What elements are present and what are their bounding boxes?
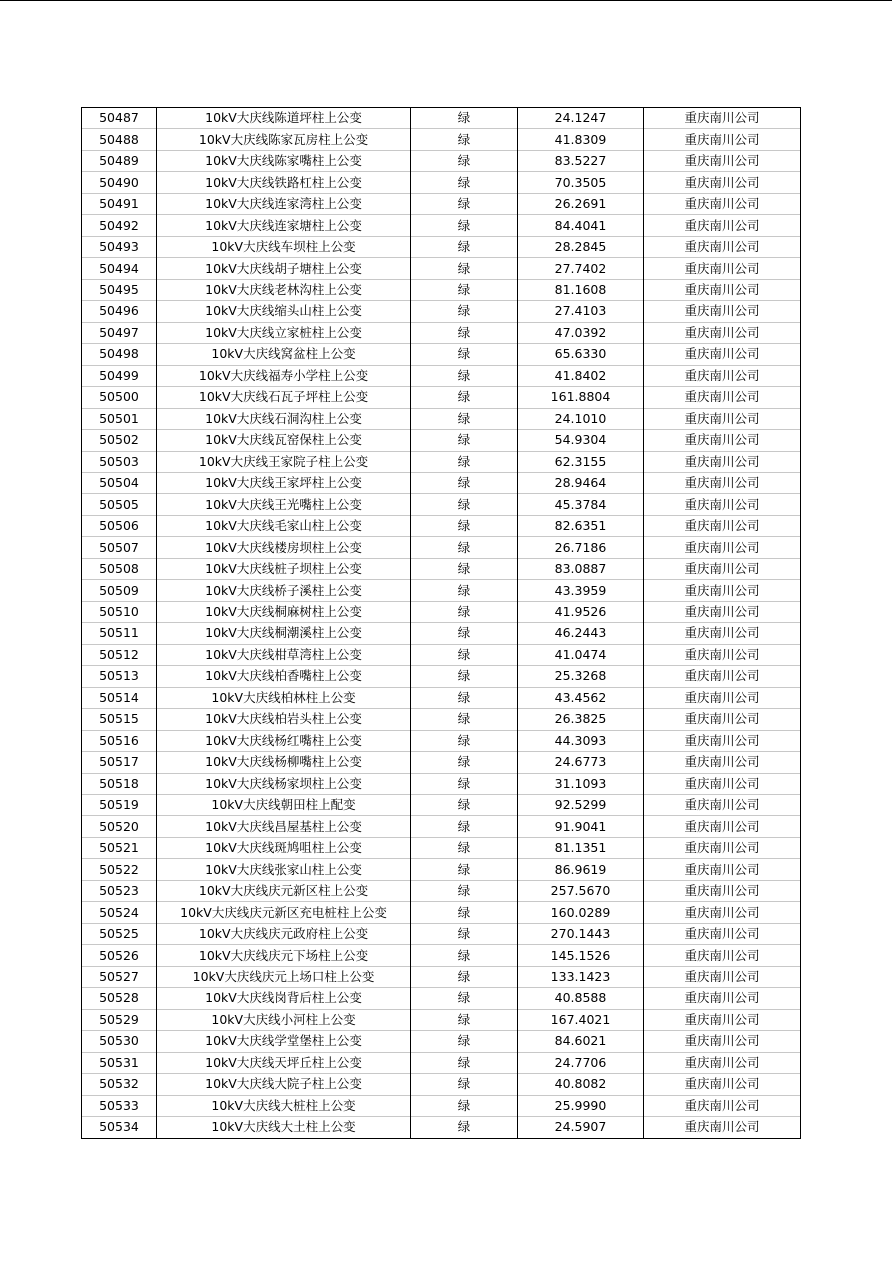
cell-value: 24.7706 [518,1052,644,1073]
cell-color: 绿 [411,880,518,901]
cell-id: 50499 [82,365,157,386]
cell-name: 10kV大庆线车坝柱上公变 [157,236,411,257]
cell-color: 绿 [411,923,518,944]
cell-id: 50515 [82,709,157,730]
cell-name: 10kV大庆线大土柱上公变 [157,1117,411,1138]
table-row [82,730,801,751]
cell-org: 重庆南川公司 [644,644,801,665]
cell-org: 重庆南川公司 [644,258,801,279]
cell-id: 50533 [82,1095,157,1116]
cell-value: 40.8588 [518,988,644,1009]
cell-value: 167.4021 [518,1009,644,1030]
cell-value: 82.6351 [518,515,644,536]
table-row [82,923,801,944]
cell-name: 10kV大庆线大院子柱上公变 [157,1074,411,1095]
cell-org: 重庆南川公司 [644,1095,801,1116]
cell-color: 绿 [411,988,518,1009]
cell-id: 50511 [82,623,157,644]
cell-color: 绿 [411,859,518,880]
cell-org: 重庆南川公司 [644,451,801,472]
cell-id: 50501 [82,408,157,429]
table-row [82,623,801,644]
cell-name: 10kV大庆线柏香嘴柱上公变 [157,666,411,687]
table-row [82,580,801,601]
table-row [82,515,801,536]
page-top-border [0,0,892,1]
cell-color: 绿 [411,215,518,236]
cell-color: 绿 [411,666,518,687]
table-row [82,966,801,987]
table-row [82,150,801,171]
cell-color: 绿 [411,258,518,279]
cell-id: 50526 [82,945,157,966]
cell-id: 50494 [82,258,157,279]
table-row [82,365,801,386]
table-row [82,1074,801,1095]
cell-value: 41.0474 [518,644,644,665]
cell-org: 重庆南川公司 [644,193,801,214]
table-row [82,344,801,365]
cell-name: 10kV大庆线瓦窑保柱上公变 [157,430,411,451]
cell-id: 50496 [82,301,157,322]
cell-name: 10kV大庆线缩头山柱上公变 [157,301,411,322]
cell-value: 46.2443 [518,623,644,644]
table-row [82,1031,801,1052]
cell-name: 10kV大庆线毛家山柱上公变 [157,515,411,536]
table-row [82,301,801,322]
cell-name: 10kV大庆线陈道坪柱上公变 [157,108,411,129]
cell-color: 绿 [411,709,518,730]
cell-name: 10kV大庆线老林沟柱上公变 [157,279,411,300]
cell-name: 10kV大庆线小河柱上公变 [157,1009,411,1030]
cell-color: 绿 [411,773,518,794]
cell-id: 50512 [82,644,157,665]
table-row [82,537,801,558]
cell-id: 50530 [82,1031,157,1052]
cell-id: 50521 [82,837,157,858]
cell-value: 28.9464 [518,472,644,493]
cell-color: 绿 [411,515,518,536]
cell-org: 重庆南川公司 [644,108,801,129]
cell-id: 50489 [82,150,157,171]
cell-color: 绿 [411,816,518,837]
cell-value: 83.5227 [518,150,644,171]
cell-name: 10kV大庆线庆元下场柱上公变 [157,945,411,966]
cell-value: 24.5907 [518,1117,644,1138]
cell-name: 10kV大庆线石洞沟柱上公变 [157,408,411,429]
cell-value: 86.9619 [518,859,644,880]
cell-org: 重庆南川公司 [644,1074,801,1095]
table-row [82,1052,801,1073]
cell-id: 50524 [82,902,157,923]
cell-id: 50532 [82,1074,157,1095]
cell-color: 绿 [411,172,518,193]
cell-org: 重庆南川公司 [644,215,801,236]
cell-id: 50500 [82,387,157,408]
cell-color: 绿 [411,580,518,601]
cell-org: 重庆南川公司 [644,472,801,493]
cell-id: 50509 [82,580,157,601]
cell-name: 10kV大庆线桥子溪柱上公变 [157,580,411,601]
cell-value: 54.9304 [518,430,644,451]
cell-id: 50510 [82,601,157,622]
cell-id: 50488 [82,129,157,150]
cell-color: 绿 [411,472,518,493]
cell-color: 绿 [411,129,518,150]
cell-id: 50490 [82,172,157,193]
cell-name: 10kV大庆线陈家嘴柱上公变 [157,150,411,171]
cell-id: 50518 [82,773,157,794]
cell-value: 26.7186 [518,537,644,558]
cell-color: 绿 [411,558,518,579]
table-row [82,687,801,708]
cell-name: 10kV大庆线杨柳嘴柱上公变 [157,752,411,773]
cell-value: 27.7402 [518,258,644,279]
cell-color: 绿 [411,279,518,300]
cell-name: 10kV大庆线庆元政府柱上公变 [157,923,411,944]
cell-id: 50508 [82,558,157,579]
cell-color: 绿 [411,430,518,451]
cell-id: 50487 [82,108,157,129]
table-row [82,666,801,687]
cell-value: 45.3784 [518,494,644,515]
cell-name: 10kV大庆线王光嘴柱上公变 [157,494,411,515]
cell-org: 重庆南川公司 [644,129,801,150]
cell-name: 10kV大庆线学堂堡柱上公变 [157,1031,411,1052]
cell-org: 重庆南川公司 [644,387,801,408]
cell-value: 41.8402 [518,365,644,386]
cell-org: 重庆南川公司 [644,408,801,429]
cell-id: 50517 [82,752,157,773]
table-row [82,601,801,622]
table-row [82,472,801,493]
cell-color: 绿 [411,108,518,129]
cell-color: 绿 [411,795,518,816]
cell-org: 重庆南川公司 [644,515,801,536]
cell-org: 重庆南川公司 [644,752,801,773]
cell-org: 重庆南川公司 [644,988,801,1009]
data-table [81,107,801,1139]
cell-value: 44.3093 [518,730,644,751]
cell-value: 41.8309 [518,129,644,150]
cell-color: 绿 [411,451,518,472]
cell-org: 重庆南川公司 [644,945,801,966]
cell-id: 50505 [82,494,157,515]
cell-org: 重庆南川公司 [644,236,801,257]
cell-org: 重庆南川公司 [644,601,801,622]
table-row [82,387,801,408]
cell-color: 绿 [411,966,518,987]
table-body [82,108,801,1139]
table-row [82,752,801,773]
cell-org: 重庆南川公司 [644,623,801,644]
cell-id: 50507 [82,537,157,558]
cell-org: 重庆南川公司 [644,558,801,579]
cell-value: 65.6330 [518,344,644,365]
cell-color: 绿 [411,601,518,622]
cell-name: 10kV大庆线王家坪柱上公变 [157,472,411,493]
cell-id: 50491 [82,193,157,214]
cell-org: 重庆南川公司 [644,837,801,858]
table-row [82,193,801,214]
cell-color: 绿 [411,193,518,214]
cell-value: 31.1093 [518,773,644,794]
cell-value: 24.1010 [518,408,644,429]
cell-id: 50506 [82,515,157,536]
table-row [82,129,801,150]
cell-name: 10kV大庆线连家湾柱上公变 [157,193,411,214]
cell-value: 161.8804 [518,387,644,408]
cell-color: 绿 [411,687,518,708]
cell-name: 10kV大庆线楼房坝柱上公变 [157,537,411,558]
cell-color: 绿 [411,494,518,515]
cell-color: 绿 [411,1031,518,1052]
cell-org: 重庆南川公司 [644,859,801,880]
cell-name: 10kV大庆线柏岩头柱上公变 [157,709,411,730]
table-row [82,322,801,343]
cell-org: 重庆南川公司 [644,816,801,837]
cell-org: 重庆南川公司 [644,301,801,322]
cell-name: 10kV大庆线杨红嘴柱上公变 [157,730,411,751]
table-row [82,945,801,966]
cell-name: 10kV大庆线窝盆柱上公变 [157,344,411,365]
cell-name: 10kV大庆线柑草湾柱上公变 [157,644,411,665]
cell-id: 50525 [82,923,157,944]
cell-value: 28.2845 [518,236,644,257]
cell-name: 10kV大庆线岗背后柱上公变 [157,988,411,1009]
cell-id: 50523 [82,880,157,901]
cell-id: 50513 [82,666,157,687]
cell-value: 81.1351 [518,837,644,858]
cell-id: 50519 [82,795,157,816]
table-row [82,1009,801,1030]
cell-id: 50516 [82,730,157,751]
cell-name: 10kV大庆线张家山柱上公变 [157,859,411,880]
cell-color: 绿 [411,301,518,322]
cell-value: 26.2691 [518,193,644,214]
cell-value: 84.6021 [518,1031,644,1052]
table-row [82,816,801,837]
cell-id: 50514 [82,687,157,708]
cell-color: 绿 [411,387,518,408]
cell-color: 绿 [411,236,518,257]
table-row [82,902,801,923]
cell-value: 27.4103 [518,301,644,322]
table-row [82,430,801,451]
cell-name: 10kV大庆线桩子坝柱上公变 [157,558,411,579]
cell-color: 绿 [411,344,518,365]
cell-value: 24.1247 [518,108,644,129]
table-row [82,709,801,730]
cell-org: 重庆南川公司 [644,430,801,451]
cell-org: 重庆南川公司 [644,344,801,365]
table-row [82,408,801,429]
cell-id: 50534 [82,1117,157,1138]
table-row [82,1117,801,1138]
cell-value: 84.4041 [518,215,644,236]
cell-value: 270.1443 [518,923,644,944]
cell-org: 重庆南川公司 [644,966,801,987]
table-row [82,1095,801,1116]
cell-name: 10kV大庆线石瓦子坪柱上公变 [157,387,411,408]
table-row [82,258,801,279]
cell-id: 50529 [82,1009,157,1030]
cell-color: 绿 [411,623,518,644]
cell-name: 10kV大庆线庆元上场口柱上公变 [157,966,411,987]
cell-name: 10kV大庆线立家桩柱上公变 [157,322,411,343]
cell-name: 10kV大庆线杨家坝柱上公变 [157,773,411,794]
cell-name: 10kV大庆线朝田柱上配变 [157,795,411,816]
table-row [82,494,801,515]
cell-id: 50504 [82,472,157,493]
cell-name: 10kV大庆线昌屋基柱上公变 [157,816,411,837]
cell-value: 145.1526 [518,945,644,966]
cell-value: 91.9041 [518,816,644,837]
cell-id: 50492 [82,215,157,236]
table-row [82,236,801,257]
cell-id: 50498 [82,344,157,365]
cell-value: 25.3268 [518,666,644,687]
cell-id: 50527 [82,966,157,987]
cell-org: 重庆南川公司 [644,537,801,558]
cell-id: 50502 [82,430,157,451]
cell-color: 绿 [411,408,518,429]
cell-name: 10kV大庆线王家院子柱上公变 [157,451,411,472]
cell-org: 重庆南川公司 [644,923,801,944]
cell-value: 257.5670 [518,880,644,901]
cell-value: 40.8082 [518,1074,644,1095]
cell-name: 10kV大庆线连家塘柱上公变 [157,215,411,236]
cell-org: 重庆南川公司 [644,666,801,687]
cell-color: 绿 [411,1052,518,1073]
cell-org: 重庆南川公司 [644,150,801,171]
cell-org: 重庆南川公司 [644,730,801,751]
cell-id: 50497 [82,322,157,343]
cell-value: 133.1423 [518,966,644,987]
cell-value: 24.6773 [518,752,644,773]
table-row [82,215,801,236]
table-row [82,837,801,858]
table-row [82,880,801,901]
cell-name: 10kV大庆线天坪丘柱上公变 [157,1052,411,1073]
cell-org: 重庆南川公司 [644,880,801,901]
cell-color: 绿 [411,837,518,858]
cell-name: 10kV大庆线铁路杠柱上公变 [157,172,411,193]
cell-value: 70.3505 [518,172,644,193]
cell-color: 绿 [411,1117,518,1138]
cell-org: 重庆南川公司 [644,322,801,343]
table-row [82,644,801,665]
table-row [82,795,801,816]
cell-value: 92.5299 [518,795,644,816]
cell-id: 50493 [82,236,157,257]
cell-org: 重庆南川公司 [644,1117,801,1138]
cell-color: 绿 [411,902,518,923]
cell-org: 重庆南川公司 [644,1009,801,1030]
table-row [82,859,801,880]
cell-org: 重庆南川公司 [644,494,801,515]
cell-color: 绿 [411,1074,518,1095]
table-row [82,451,801,472]
cell-color: 绿 [411,322,518,343]
cell-org: 重庆南川公司 [644,580,801,601]
cell-org: 重庆南川公司 [644,687,801,708]
cell-color: 绿 [411,150,518,171]
cell-name: 10kV大庆线陈家瓦房柱上公变 [157,129,411,150]
cell-org: 重庆南川公司 [644,279,801,300]
cell-value: 43.4562 [518,687,644,708]
cell-value: 41.9526 [518,601,644,622]
cell-color: 绿 [411,537,518,558]
cell-color: 绿 [411,730,518,751]
cell-name: 10kV大庆线庆元新区柱上公变 [157,880,411,901]
cell-name: 10kV大庆线桐麻树柱上公变 [157,601,411,622]
cell-value: 62.3155 [518,451,644,472]
cell-value: 83.0887 [518,558,644,579]
cell-value: 43.3959 [518,580,644,601]
cell-name: 10kV大庆线斑鸠咀柱上公变 [157,837,411,858]
cell-org: 重庆南川公司 [644,172,801,193]
cell-org: 重庆南川公司 [644,365,801,386]
table-row [82,172,801,193]
cell-id: 50520 [82,816,157,837]
cell-value: 47.0392 [518,322,644,343]
cell-value: 81.1608 [518,279,644,300]
cell-id: 50522 [82,859,157,880]
cell-color: 绿 [411,365,518,386]
cell-name: 10kV大庆线柏林柱上公变 [157,687,411,708]
cell-value: 26.3825 [518,709,644,730]
cell-name: 10kV大庆线胡子塘柱上公变 [157,258,411,279]
cell-value: 160.0289 [518,902,644,923]
cell-org: 重庆南川公司 [644,773,801,794]
cell-id: 50528 [82,988,157,1009]
cell-id: 50531 [82,1052,157,1073]
table-row [82,773,801,794]
cell-value: 25.9990 [518,1095,644,1116]
table-row [82,279,801,300]
cell-color: 绿 [411,1095,518,1116]
table-row [82,988,801,1009]
cell-id: 50503 [82,451,157,472]
cell-name: 10kV大庆线大桩柱上公变 [157,1095,411,1116]
cell-org: 重庆南川公司 [644,1052,801,1073]
cell-id: 50495 [82,279,157,300]
cell-color: 绿 [411,945,518,966]
cell-org: 重庆南川公司 [644,795,801,816]
cell-color: 绿 [411,644,518,665]
cell-name: 10kV大庆线福寿小学柱上公变 [157,365,411,386]
cell-org: 重庆南川公司 [644,1031,801,1052]
table-row [82,558,801,579]
cell-name: 10kV大庆线庆元新区充电桩柱上公变 [157,902,411,923]
cell-org: 重庆南川公司 [644,902,801,923]
cell-name: 10kV大庆线桐潮溪柱上公变 [157,623,411,644]
cell-org: 重庆南川公司 [644,709,801,730]
cell-color: 绿 [411,1009,518,1030]
table-row [82,108,801,129]
cell-color: 绿 [411,752,518,773]
